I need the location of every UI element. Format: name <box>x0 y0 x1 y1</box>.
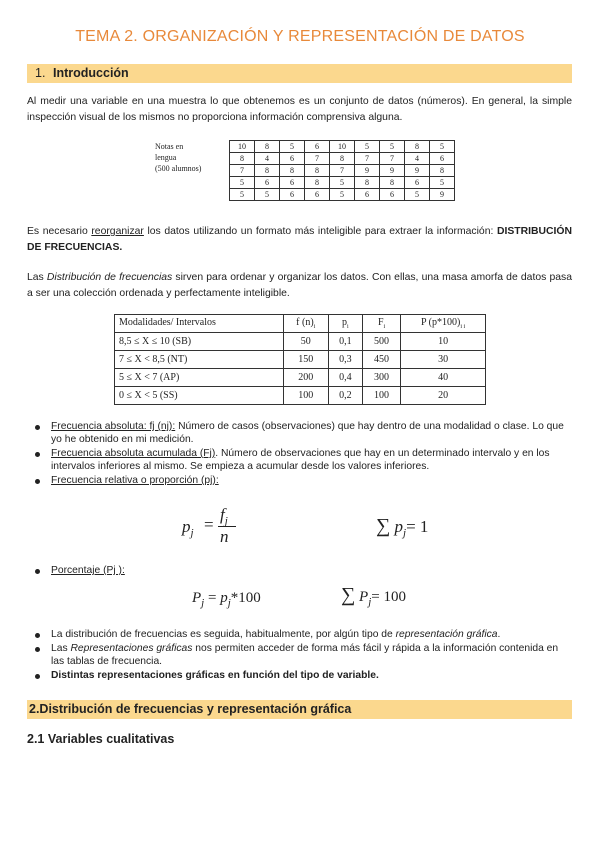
f4-rhs: = 100 <box>371 589 406 605</box>
table-cell: 8 <box>380 177 405 189</box>
table-cell: 4 <box>255 153 280 165</box>
def-desc: . Número de observaciones que hay en un determinado intervalo y en los intervalos inferiores al mismo. Se empieza a acumular desde los valores inferiores. <box>51 448 550 472</box>
table-cell: 10 <box>330 141 355 153</box>
table-cell: 8 <box>280 165 305 177</box>
table-row <box>115 387 486 405</box>
f1-den: n <box>220 527 229 546</box>
table-header-cell <box>115 315 284 333</box>
table-cell: 4 <box>405 153 430 165</box>
table-cell: 40 <box>401 369 486 387</box>
header-text: Modalidades/ Intervalos <box>119 317 216 328</box>
table-cell: 6 <box>305 189 330 201</box>
section-1-header <box>27 64 572 83</box>
table-cell: 6 <box>280 177 305 189</box>
label-line: Notas en <box>155 141 184 151</box>
table-cell: 450 <box>362 351 400 369</box>
reorg-text-2: los datos utilizando un formato más inteligible para extraer la información: <box>143 226 497 237</box>
table-header-cell <box>283 315 328 333</box>
b-text: nos permiten acceder de forma más fácil y rápida a la información contenida en las tablas de frecuencia. <box>51 643 559 667</box>
f4-var: P <box>359 589 369 605</box>
reorg-paragraph <box>27 224 572 256</box>
table-cell: 8 <box>230 153 255 165</box>
definitions-list <box>27 420 572 488</box>
table-cell: 100 <box>283 387 328 405</box>
b-text: Las <box>51 643 71 654</box>
dist-paragraph <box>27 270 572 302</box>
table-cell: 0,2 <box>328 387 362 405</box>
bullet-variable-types <box>27 669 572 682</box>
subsection-heading: 2.1 Variables cualitativas <box>27 732 175 746</box>
table-header-cell <box>401 315 486 333</box>
table-cell: 9 <box>405 165 430 177</box>
section-2-heading: 2.Distribución de frecuencias y representación gráfica <box>29 702 352 716</box>
f4-sub: j <box>368 596 372 608</box>
table-cell: 8 <box>255 165 280 177</box>
b-bold: Distintas representaciones gráficas en función del tipo de variable. <box>51 670 379 681</box>
table-cell: 9 <box>355 165 380 177</box>
b-text: . <box>497 629 501 640</box>
table-row <box>152 141 455 153</box>
header-subscript: i <box>346 324 349 330</box>
header-text: F <box>377 317 384 328</box>
header-text: P (p*100) <box>420 317 461 328</box>
table-cell: 5 <box>405 189 430 201</box>
f3-eq: = <box>207 590 217 606</box>
sigma-icon: ∑ <box>341 584 356 606</box>
page-title: TEMA 2. ORGANIZACIÓN Y REPRESENTACIÓN DE DATOS <box>75 28 525 45</box>
table-cell: 100 <box>362 387 400 405</box>
dist-italic: Distribución de frecuencias <box>46 272 173 283</box>
table-cell: 6 <box>280 189 305 201</box>
table-cell: 5 <box>355 141 380 153</box>
formula-sum-P <box>341 584 406 608</box>
table-cell: 7 <box>230 165 255 177</box>
f3-rhs: *100 <box>230 590 261 606</box>
dist-text-2: sirven para ordenar y organizar los datos. Con ellas, una masa amorfa de datos pasa a ser una colección ordenada y perfectamente inteligible. <box>27 272 573 299</box>
table-cell: 5 <box>380 141 405 153</box>
def-cumulative-frequency <box>27 447 572 473</box>
reorg-text-1: Es necesario <box>27 226 92 237</box>
table-cell: 0,1 <box>328 333 362 351</box>
table-cell: 7 <box>330 165 355 177</box>
header-subscript: i i <box>460 324 466 330</box>
table-cell: 7 ≤ X < 8,5 (NT) <box>115 351 284 369</box>
section-1-number: 1. <box>35 66 46 80</box>
table-cell: 0,4 <box>328 369 362 387</box>
header-subscript: i <box>383 324 386 330</box>
grades-table <box>152 140 455 201</box>
table-row <box>115 333 486 351</box>
table-cell: 5 <box>430 141 455 153</box>
table-cell: 7 <box>355 153 380 165</box>
porcentaje-list <box>27 564 572 578</box>
def-relative-frequency <box>27 474 572 487</box>
table-cell: 7 <box>380 153 405 165</box>
table-row <box>115 351 486 369</box>
table-cell: 9 <box>380 165 405 177</box>
table-cell: 5 <box>330 177 355 189</box>
table-cell: 9 <box>430 189 455 201</box>
b-italic: Representaciones gráficas <box>70 643 193 654</box>
table-cell: 7 <box>305 153 330 165</box>
reorg-bold: DISTRIBUCIÓN DE FRECUENCIAS. <box>27 226 572 253</box>
table-cell: 0,3 <box>328 351 362 369</box>
header-text: f (n) <box>296 317 314 328</box>
table-header-cell <box>362 315 400 333</box>
table-cell: 30 <box>401 351 486 369</box>
f1-num-sub: j <box>224 515 228 527</box>
table-cell: 6 <box>380 189 405 201</box>
table-cell: 150 <box>283 351 328 369</box>
def-term: Porcentaje (Pj ): <box>51 565 125 576</box>
def-term: Frecuencia absoluta acumulada (Fj) <box>51 448 216 459</box>
section-2-header <box>27 700 572 719</box>
f1-eq: = <box>204 515 214 534</box>
def-porcentaje <box>27 564 572 577</box>
label-line: (500 alumnos) <box>155 163 202 173</box>
f3-var: p <box>220 590 228 606</box>
f1-num: f <box>220 505 225 524</box>
table-cell: 5 <box>430 177 455 189</box>
table-cell: 5 <box>280 141 305 153</box>
header-text: p <box>341 317 347 328</box>
table-cell: 50 <box>283 333 328 351</box>
b-text: La distribución de frecuencias es seguida, habitualmente, por algún tipo de <box>51 629 396 640</box>
bullet-representations <box>27 642 572 668</box>
header-subscript: i <box>313 324 316 330</box>
table-cell: 8 <box>255 141 280 153</box>
table-cell: 6 <box>355 189 380 201</box>
table-cell: 8 <box>305 165 330 177</box>
table-cell: 200 <box>283 369 328 387</box>
formula-percentage <box>192 590 261 609</box>
f1-lhs-sub: j <box>190 527 194 539</box>
table-cell: 20 <box>401 387 486 405</box>
f2-sub: j <box>403 527 407 539</box>
f1-lhs: p <box>182 517 191 536</box>
def-term: Frecuencia absoluta: fj (nj): <box>51 421 176 432</box>
dist-text-1: Las <box>27 272 47 283</box>
grades-table-label <box>152 141 230 201</box>
table-cell: 5 <box>230 177 255 189</box>
table-cell: 8 <box>405 141 430 153</box>
reorg-underlined: reorganizar <box>91 226 144 237</box>
table-cell: 8 <box>430 165 455 177</box>
section-1-heading: Introducción <box>53 66 129 80</box>
table-row <box>115 369 486 387</box>
f2-var: p <box>394 517 404 536</box>
table-cell: 10 <box>401 333 486 351</box>
table-cell: 5 ≤ X < 7 (AP) <box>115 369 284 387</box>
f3-sub: j <box>227 597 231 609</box>
table-cell: 5 <box>330 189 355 201</box>
table-cell: 6 <box>430 153 455 165</box>
bullet-distribution <box>27 628 572 641</box>
table-header-cell <box>328 315 362 333</box>
table-cell: 5 <box>230 189 255 201</box>
intro-paragraph: Al medir una variable en una muestra lo que obtenemos es un conjunto de datos (números). En general, la simple inspección visual de los mismos no proporciona información comprensiva alguna. <box>27 96 572 123</box>
table-cell: 0 ≤ X < 5 (SS) <box>115 387 284 405</box>
b-italic: representación gráfica <box>395 629 498 640</box>
f3-lhs: P <box>192 590 202 606</box>
table-cell: 5 <box>255 189 280 201</box>
f3-lhs-sub: j <box>201 597 205 609</box>
table-cell: 10 <box>230 141 255 153</box>
table-cell: 8 <box>305 177 330 189</box>
table-cell: 8 <box>355 177 380 189</box>
table-cell: 300 <box>362 369 400 387</box>
table-cell: 8 <box>330 153 355 165</box>
f2-rhs: = 1 <box>406 517 429 536</box>
graphics-list <box>27 628 572 683</box>
formula-sum-p <box>376 515 428 539</box>
table-cell: 6 <box>305 141 330 153</box>
sigma-icon: ∑ <box>376 515 391 537</box>
def-term: Frecuencia relativa o proporción (pj): <box>51 475 219 486</box>
table-cell: 500 <box>362 333 400 351</box>
table-cell: 6 <box>280 153 305 165</box>
table-cell: 6 <box>255 177 280 189</box>
def-absolute-frequency <box>27 420 572 446</box>
table-cell: 8,5 ≤ X ≤ 10 (SB) <box>115 333 284 351</box>
frequency-table <box>114 314 486 405</box>
def-desc: Número de casos (observaciones) que hay dentro de una modalidad o clase. Lo que yo he obtenido en mi medición. <box>51 421 564 445</box>
label-line: lengua <box>155 152 177 162</box>
table-cell: 6 <box>405 177 430 189</box>
